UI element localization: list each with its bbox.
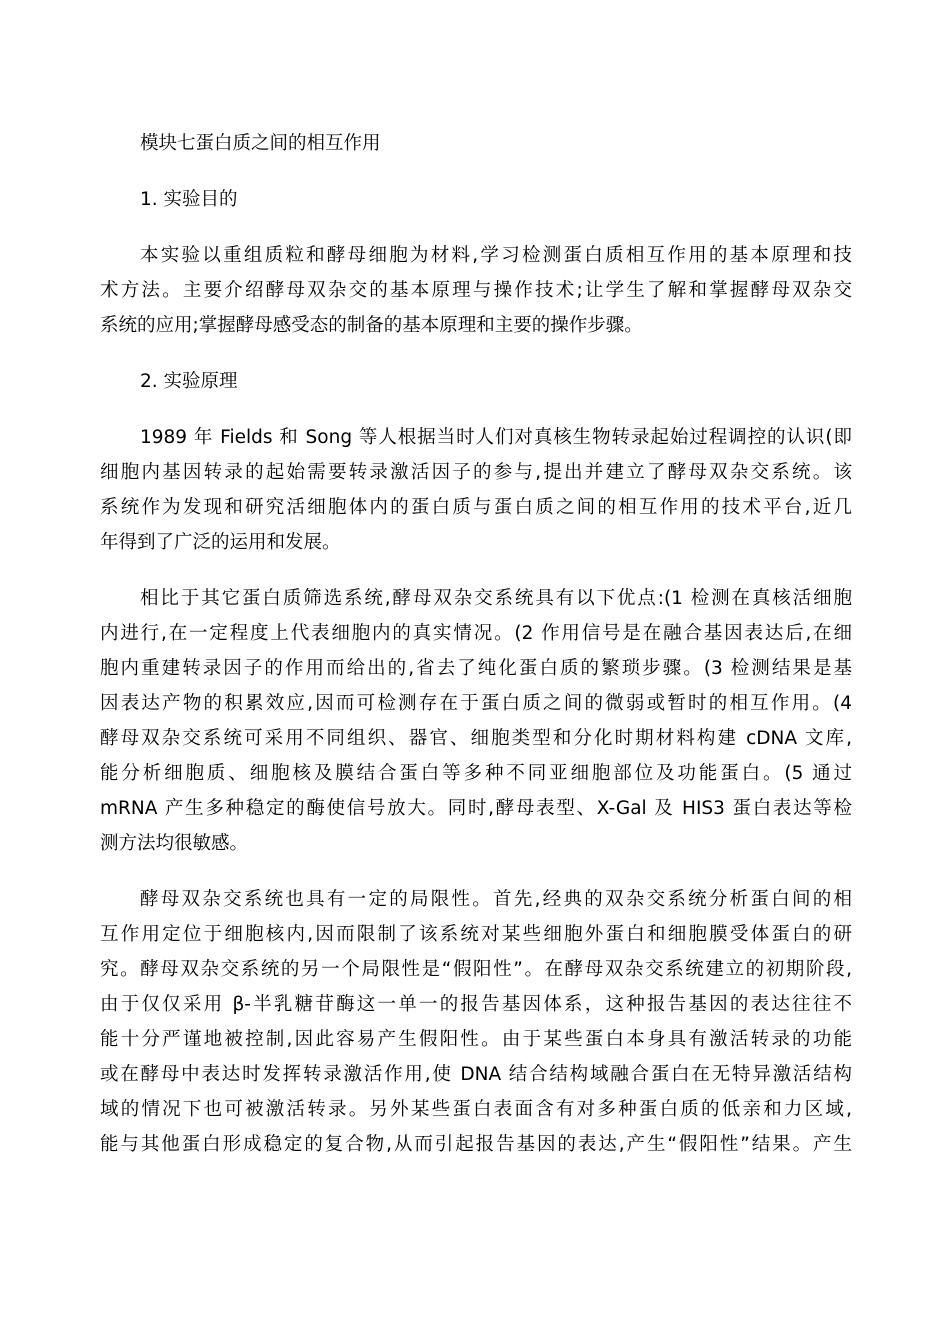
spacer [100, 343, 852, 364]
text-line: 相比于其它蛋白质筛选系统,酵母双杂交系统具有以下优点:(1 检测在真核活细胞 [140, 588, 852, 609]
spacer [100, 861, 852, 882]
text-line: 究。酵母双杂交系统的另一个局限性是“假阳性”。在酵母双杂交系统建立的初期阶段, [100, 959, 852, 980]
text-line: 酵母双杂交系统可采用不同组织、器官、细胞类型和分化时期材料构建 cDNA 文库, [100, 728, 852, 749]
text-line: 系统的应用;掌握酵母感受态的制备的基本原理和主要的操作步骤。 [100, 315, 643, 336]
paragraph-history [100, 420, 852, 560]
text-line: 内进行,在一定程度上代表细胞内的真实情况。(2 作用信号是在融合基因表达后,在细 [100, 623, 852, 644]
text-line: 酵母双杂交系统也具有一定的局限性。首先,经典的双杂交系统分析蛋白间的相 [140, 889, 852, 910]
paragraph-objective [100, 238, 852, 343]
text-line: 年得到了广泛的运用和发展。 [100, 532, 341, 553]
document-title: 模块七蛋白质之间的相互作用 [140, 133, 381, 154]
text-line: 因表达产物的积累效应,因而可检测存在于蛋白质之间的微弱或暂时的相互作用。(4 [100, 693, 852, 714]
spacer [100, 161, 852, 182]
text-line: 由于仅仅采用 β-半乳糖苷酶这一单一的报告基因体系，这种报告基因的表达往往不 [100, 994, 852, 1015]
spacer [100, 399, 852, 420]
text-line: 互作用定位于细胞核内,因而限制了该系统对某些细胞外蛋白和细胞膜受体蛋白的研 [100, 924, 852, 945]
text-line: 或在酵母中表达时发挥转录激活作用,使 DNA 结合结构域融合蛋白在无特异激活结构 [100, 1064, 852, 1085]
text-line: 细胞内基因转录的起始需要转录激活因子的参与,提出并建立了酵母双杂交系统。该 [100, 462, 852, 483]
spacer [100, 217, 852, 238]
text-line: 本实验以重组质粒和酵母细胞为材料,学习检测蛋白质相互作用的基本原理和技 [140, 245, 852, 266]
document-body [100, 126, 852, 1162]
paragraph-limitations [100, 882, 852, 1162]
text-line: 测方法均很敏感。 [100, 833, 249, 854]
text-line: 系统作为发现和研究活细胞体内的蛋白质与蛋白质之间的相互作用的技术平台,近几 [100, 497, 852, 518]
text-line: 域的情况下也可被激活转录。另外某些蛋白表面含有对多种蛋白质的低亲和力区域, [100, 1099, 852, 1120]
text-line: 能分析细胞质、细胞核及膜结合蛋白等多种不同亚细胞部位及功能蛋白。(5 通过 [100, 763, 852, 784]
text-line: 胞内重建转录因子的作用而给出的,省去了纯化蛋白质的繁琐步骤。(3 检测结果是基 [100, 658, 852, 679]
section-heading-objective: 1. 实验目的 [140, 189, 238, 210]
paragraph-advantages [100, 581, 852, 861]
text-line: mRNA 产生多种稳定的酶使信号放大。同时,酵母表型、X-Gal 及 HIS3 蛋白表达等检 [100, 798, 852, 819]
text-line: 能与其他蛋白形成稳定的复合物,从而引起报告基因的表达,产生“假阳性”结果。产生 [100, 1134, 852, 1155]
spacer [100, 560, 852, 581]
text-line: 能十分严谨地被控制,因此容易产生假阳性。由于某些蛋白本身具有激活转录的功能 [100, 1029, 852, 1050]
text-line: 术方法。主要介绍酵母双杂交的基本原理与操作技术;让学生了解和掌握酵母双杂交 [100, 280, 852, 301]
text-line: 1989 年 Fields 和 Song 等人根据当时人们对真核生物转录起始过程调控的认识(即 [140, 427, 852, 448]
section-heading-principle: 2. 实验原理 [140, 371, 238, 392]
